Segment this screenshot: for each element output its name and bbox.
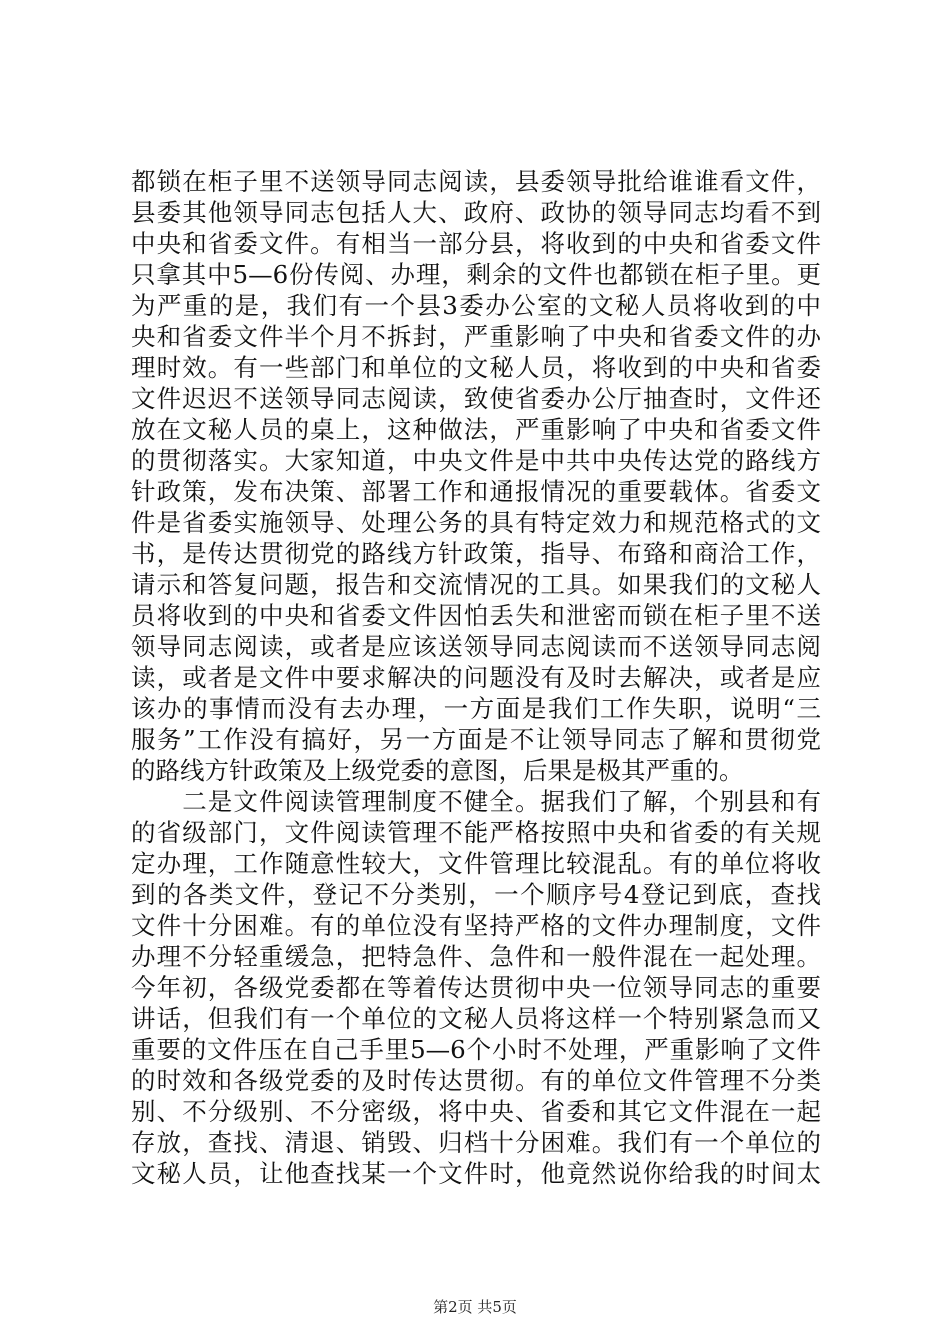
text-line: 书，是传达贯彻党的路线方针政策，指导、布臵和商洽工作， xyxy=(131,539,821,568)
text-line: 重要的文件压在自己手里5—6个小时不处理，严重影响了文件 xyxy=(131,1035,821,1064)
text-line: 中央和省委文件。有相当一部分县，将收到的中央和省委文件 xyxy=(131,229,821,258)
text-line: 服务”工作没有搞好，另一方面是不让领导同志了解和贯彻党 xyxy=(131,725,821,754)
text-line: 办理不分轻重缓急，把特急件、急件和一般件混在一起处理。 xyxy=(131,942,821,971)
text-line: 今年初，各级党委都在等着传达贯彻中央一位领导同志的重要 xyxy=(131,973,821,1002)
text-line: 的路线方针政策及上级党委的意图，后果是极其严重的。 xyxy=(131,756,744,785)
text-line: 都锁在柜子里不送领导同志阅读，县委领导批给谁谁看文件， xyxy=(131,167,821,196)
text-line: 的时效和各级党委的及时传达贯彻。有的单位文件管理不分类 xyxy=(131,1066,821,1095)
text-line: 央和省委文件半个月不拆封，严重影响了中央和省委文件的办 xyxy=(131,322,821,351)
page-footer xyxy=(0,1297,950,1317)
text-line: 定办理，工作随意性较大，文件管理比较混乱。有的单位将收 xyxy=(131,849,821,878)
text-line: 该办的事情而没有去办理，一方面是我们工作失职，说明“三 xyxy=(131,694,821,723)
text-line: 讲话，但我们有一个单位的文秘人员将这样一个特别紧急而又 xyxy=(131,1004,821,1033)
text-line: 文件十分困难。有的单位没有坚持严格的文件办理制度，文件 xyxy=(131,911,821,940)
page-number-label: 第2页 共5页 xyxy=(433,1298,517,1316)
text-line: 针政策，发布决策、部署工作和通报情况的重要载体。省委文 xyxy=(131,477,821,506)
text-line: 领导同志阅读，或者是应该送领导同志阅读而不送领导同志阅 xyxy=(131,632,821,661)
text-line: 为严重的是，我们有一个县3委办公室的文秘人员将收到的中 xyxy=(131,291,821,320)
text-line: 放在文秘人员的桌上，这种做法，严重影响了中央和省委文件 xyxy=(131,415,821,444)
text-line: 别、不分级别、不分密级，将中央、省委和其它文件混在一起 xyxy=(131,1097,821,1126)
text-line: 的贯彻落实。大家知道，中央文件是中共中央传达党的路线方 xyxy=(131,446,821,475)
text-line: 到的各类文件，登记不分类别，一个顺序号4登记到底，查找 xyxy=(131,880,821,909)
text-line: 县委其他领导同志包括人大、政府、政协的领导同志均看不到 xyxy=(131,198,821,227)
text-line: 理时效。有一些部门和单位的文秘人员，将收到的中央和省委 xyxy=(131,353,821,382)
text-line: 存放，查找、清退、销毁、归档十分困难。我们有一个单位的 xyxy=(131,1128,821,1157)
body-text xyxy=(131,166,821,1189)
text-line: 的省级部门，文件阅读管理不能严格按照中央和省委的有关规 xyxy=(131,818,821,847)
text-line: 只拿其中5—6份传阅、办理，剩余的文件也都锁在柜子里。更 xyxy=(131,260,821,289)
text-line: 文件迟迟不送领导同志阅读，致使省委办公厅抽查时，文件还 xyxy=(131,384,821,413)
text-line: 请示和答复问题，报告和交流情况的工具。如果我们的文秘人 xyxy=(131,570,821,599)
text-line: 文秘人员，让他查找某一个文件时，他竟然说你给我的时间太 xyxy=(131,1159,821,1188)
text-line: 二是文件阅读管理制度不健全。据我们了解，个别县和有 xyxy=(131,787,821,816)
text-line: 员将收到的中央和省委文件因怕丢失和泄密而锁在柜子里不送 xyxy=(131,601,821,630)
text-line: 读，或者是文件中要求解决的问题没有及时去解决，或者是应 xyxy=(131,663,821,692)
text-line: 件是省委实施领导、处理公务的具有特定效力和规范格式的文 xyxy=(131,508,821,537)
